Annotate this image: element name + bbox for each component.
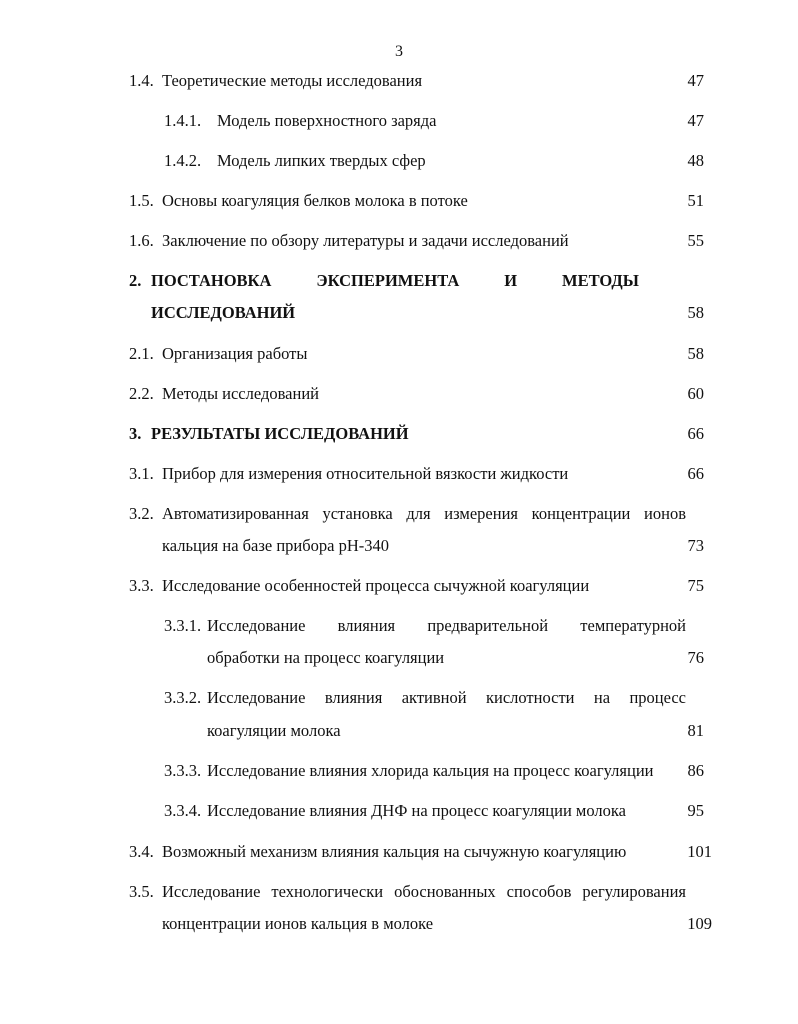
toc-entry-3-3-3[interactable]: [0, 759, 798, 783]
toc-entry-title-continued: ИССЛЕДОВАНИЙ: [151, 303, 296, 322]
toc-entry-title: Модель липких твердых сфер: [217, 151, 426, 170]
toc-entry-page: 60: [687, 384, 704, 403]
toc-entry-page: 86: [687, 761, 704, 780]
page-number: 3: [395, 43, 403, 60]
toc-entry-number: 3.3.2.: [164, 688, 202, 707]
toc-entry-number: 3.3.1.: [164, 616, 202, 635]
toc-entry-page: 58: [687, 303, 704, 322]
toc-entry-number: 3.3.4.: [164, 801, 202, 820]
toc-entry-title: ПОСТАНОВКА ЭКСПЕРИМЕНТА И МЕТОДЫ: [151, 271, 639, 290]
toc-entry-2[interactable]: [0, 269, 798, 293]
toc-entry-number: 1.6.: [129, 231, 154, 250]
toc-entry-number: 3.3.3.: [164, 761, 202, 780]
toc-entry-3-3-2[interactable]: [0, 686, 798, 710]
toc-entry-3-2-continued[interactable]: [0, 534, 798, 558]
toc-entry-page: 55: [687, 231, 704, 250]
toc-entry-3-3[interactable]: [0, 574, 798, 598]
toc-entry-1-6[interactable]: [0, 229, 798, 253]
toc-entry-number: 2.1.: [129, 344, 154, 363]
toc-entry-title: Заключение по обзору литературы и задачи исследований: [162, 231, 569, 250]
toc-entry-title: Теоретические методы исследования: [162, 71, 423, 90]
toc-entry-page: 66: [687, 424, 704, 443]
toc-entry-title: Исследование влияния активной кислотности на процесс: [207, 688, 686, 707]
toc-entry-title: Исследование влияния хлорида кальция на процесс коагуляции: [207, 761, 654, 780]
toc-entry-title-continued: коагуляции молока: [207, 721, 341, 740]
toc-entry-number: 3.1.: [129, 464, 154, 483]
toc-entry-page: 73: [687, 536, 704, 555]
toc-entry-1-5[interactable]: [0, 189, 798, 213]
toc-entry-title: Исследование влияния предварительной температурной: [207, 616, 686, 635]
toc-entry-1-4[interactable]: [0, 69, 798, 93]
toc-entry-title-continued: обработки на процесс коагуляции: [207, 648, 445, 667]
toc-entry-title: Возможный механизм влияния кальция на сычужную коагуляцию: [162, 842, 627, 861]
toc-entry-3-5-continued[interactable]: [0, 912, 798, 936]
toc-entry-3-1[interactable]: [0, 462, 798, 486]
toc-entry-3[interactable]: [0, 422, 798, 446]
toc-entry-3-3-1[interactable]: [0, 614, 798, 638]
toc-entry-1-4-1[interactable]: [0, 109, 798, 133]
toc-entry-title: Прибор для измерения относительной вязкости жидкости: [162, 464, 569, 483]
toc-entry-page: 47: [687, 71, 704, 90]
toc-entry-3-3-1-continued[interactable]: [0, 646, 798, 670]
toc-entry-page: 75: [687, 576, 704, 595]
toc-entry-number: 1.4.1.: [164, 111, 202, 130]
toc-entry-title: Организация работы: [162, 344, 308, 363]
toc-entry-number: 1.4.2.: [164, 151, 202, 170]
toc-entry-number: 3.: [129, 424, 142, 443]
toc-entry-number: 2.: [129, 271, 142, 290]
toc-entry-title-continued: кальция на базе прибора pH-340: [162, 536, 389, 555]
toc-entry-3-3-4[interactable]: [0, 799, 798, 823]
toc-entry-title: Автоматизированная установка для измерения концентрации ионов: [162, 504, 686, 523]
toc-entry-3-3-2-continued[interactable]: [0, 719, 798, 743]
toc-entry-page: 76: [687, 648, 704, 667]
toc-entry-page: 109: [687, 914, 712, 933]
toc-entry-page: 47: [687, 111, 704, 130]
toc-entry-title: Модель поверхностного заряда: [217, 111, 437, 130]
toc-entry-number: 2.2.: [129, 384, 154, 403]
toc-entry-number: 3.3.: [129, 576, 154, 595]
toc-entry-1-4-2[interactable]: [0, 149, 798, 173]
toc-entry-2-continued[interactable]: [0, 301, 798, 325]
toc-entry-page: 81: [687, 721, 704, 740]
toc-entry-page: 48: [687, 151, 704, 170]
toc-entry-3-4[interactable]: [0, 840, 798, 864]
toc-entry-3-2[interactable]: [0, 502, 798, 526]
toc-entry-page: 101: [687, 842, 712, 861]
toc-entry-number: 3.2.: [129, 504, 154, 523]
toc-entry-number: 3.5.: [129, 882, 154, 901]
toc-entry-title: Исследование влияния ДНФ на процесс коагуляции молока: [207, 801, 626, 820]
toc-entry-title: Методы исследований: [162, 384, 319, 403]
toc-entry-2-2[interactable]: [0, 382, 798, 406]
toc-entry-2-1[interactable]: [0, 342, 798, 366]
toc-entry-page: 58: [687, 344, 704, 363]
toc-entry-page: 95: [687, 801, 704, 820]
toc-entry-number: 3.4.: [129, 842, 154, 861]
toc-entry-title: РЕЗУЛЬТАТЫ ИССЛЕДОВАНИЙ: [151, 424, 409, 443]
toc-entry-page: 66: [687, 464, 704, 483]
toc-entry-number: 1.4.: [129, 71, 154, 90]
toc-entry-page: 51: [687, 191, 704, 210]
toc-entry-title: Исследование технологически обоснованных способов регулирования: [162, 882, 686, 901]
toc-entry-title: Основы коагуляция белков молока в потоке: [162, 191, 468, 210]
toc-entry-number: 1.5.: [129, 191, 154, 210]
toc-entry-title: Исследование особенностей процесса сычужной коагуляции: [162, 576, 590, 595]
toc-entry-3-5[interactable]: [0, 880, 798, 904]
toc-entry-title-continued: концентрации ионов кальция в молоке: [162, 914, 434, 933]
